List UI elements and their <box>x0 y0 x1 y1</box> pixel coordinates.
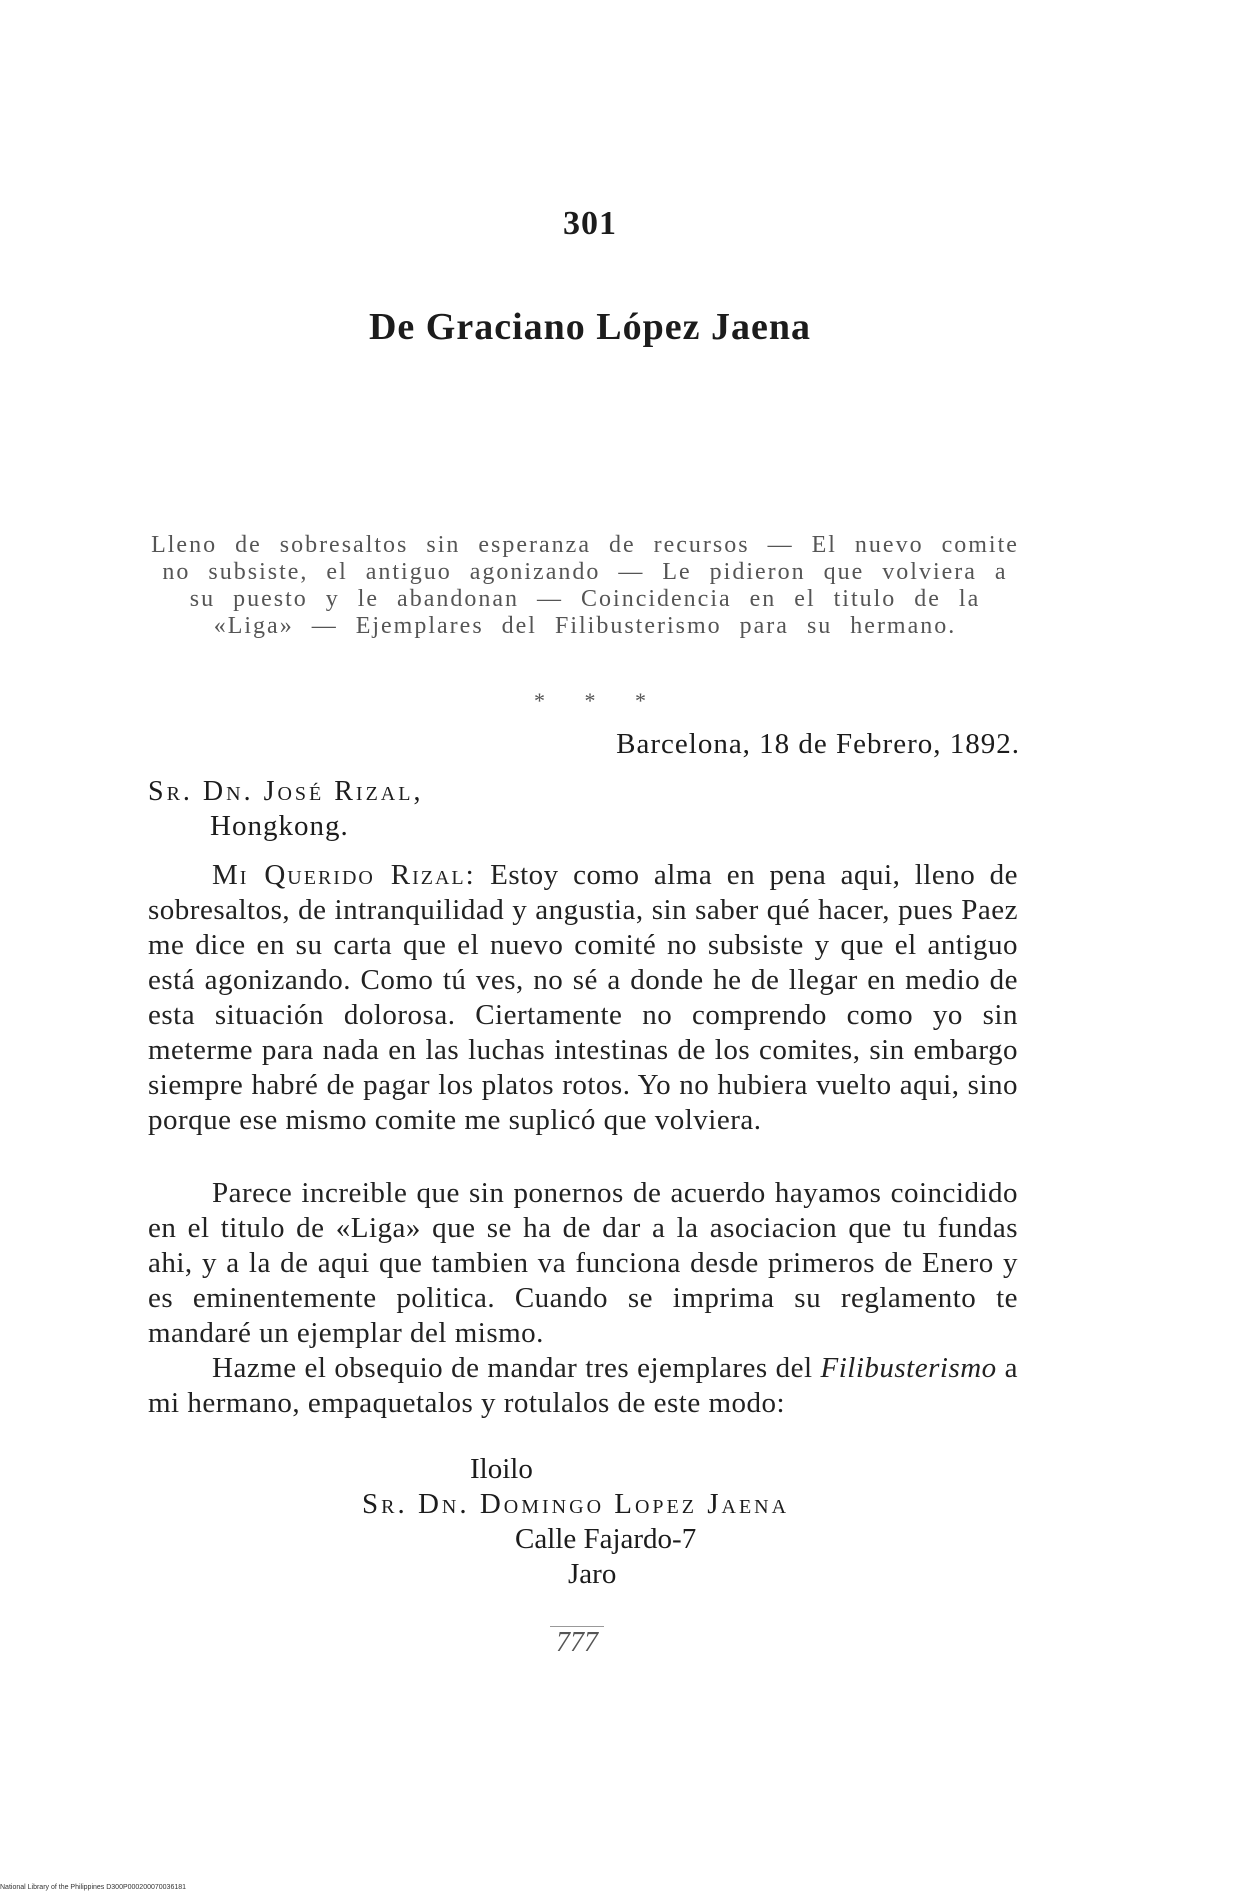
recipient-city: Hongkong. <box>210 810 349 842</box>
letter-summary: Lleno de sobresaltos sin esperanza de recursos — El nuevo comite no subsiste, el antiguo agonizando — Le pidieron que volviera a su puesto y le abandonan — Coincidencia en el titulo de la «Liga» — Ejemplares del Filibusterismo para su hermano. <box>151 532 1019 639</box>
paragraph-3-end: a mi hermano, empaquetalos y rotulalos de este modo: <box>148 1352 1019 1419</box>
page-number: 777 <box>550 1626 604 1659</box>
paragraph-3-start: Hazme el obsequio de mandar tres ejemplares del <box>212 1352 813 1384</box>
letter-number: 301 <box>563 205 617 242</box>
book-title: Filibusterismo <box>820 1352 997 1384</box>
body-paragraph-3 <box>148 1351 1018 1421</box>
recipient-name: Sr. Dn. José Rizal, <box>148 776 424 807</box>
salutation: Mi Querido Rizal: <box>212 859 476 891</box>
paragraph-1-text: Estoy como alma en pena aqui, lleno de sobresaltos, de intranquilidad y angustia, sin saber qué hacer, pues Paez me dice en su carta que el nuevo comité no subsiste y que el antiguo está agonizando. Como tú ves, no sé a donde he de llegar en medio de esta situación dolorosa. Ciertamente no comprendo como yo sin meterme para nada en las luchas intestinas de los comites, sin embargo siempre habré de pagar los platos rotos. Yo no hubiera vuelto aqui, sino porque ese mismo comite me suplicó que volviera. <box>148 859 1019 1136</box>
page-title: De Graciano López Jaena <box>368 306 811 348</box>
body-paragraph-2: Parece increible que sin ponernos de acuerdo hayamos coincidido en el titulo de «Liga» que se ha de dar a la asociacion que tu fundas ahi, y a la de aqui que tambien va funciona desde primeros de Enero y es eminentemente politica. Cuando se imprima su reglamento te mandaré un ejemplar del mismo. <box>148 1177 1018 1349</box>
section-separator: * * * <box>534 688 646 713</box>
address-line-4: Jaro <box>568 1558 617 1590</box>
dateline: Barcelona, 18 de Febrero, 1892. <box>616 728 1020 760</box>
address-line-1: Iloilo <box>470 1453 533 1485</box>
address-line-3: Calle Fajardo-7 <box>515 1523 697 1555</box>
address-line-2: Sr. Dn. Domingo Lopez Jaena <box>362 1488 790 1520</box>
footer-credit: National Library of the Philippines D300P000200070036181 <box>0 1884 187 1891</box>
body-paragraph-1 <box>148 858 1018 1138</box>
